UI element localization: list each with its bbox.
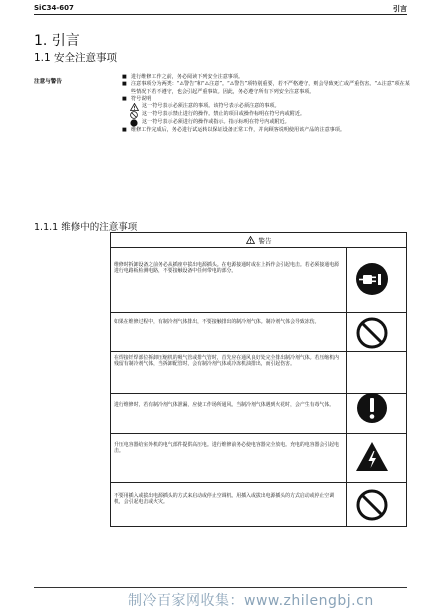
note-line: 这一符号表示必须进行的操作或指示。指示标明在符号内或附近。 xyxy=(126,119,412,127)
header-section: 引言 xyxy=(393,5,407,13)
footer-rule xyxy=(34,587,407,588)
note-line: 这一符号表示必须注意的事项。该符号表示必须注意的事项。 xyxy=(126,103,412,111)
watermark-text: 制冷百家网收集：www.zhilengbj.cn xyxy=(128,593,374,609)
row-text: 升压电容器给室外机的电气部件提供高压电。进行维修前务必使电容器完全放电。充电的电容器会引起电击。 xyxy=(114,442,339,455)
subsection-title: 1.1.1 维修中的注意事项 xyxy=(34,222,138,233)
header-rule xyxy=(34,14,407,15)
warning-triangle-icon xyxy=(126,103,142,111)
prohibited-icon xyxy=(355,488,389,522)
table-row xyxy=(111,248,406,312)
section-title: 1.1 安全注意事项 xyxy=(34,52,118,64)
mandatory-dot-icon xyxy=(126,119,142,127)
side-label: 注意与警告 xyxy=(34,79,62,85)
chapter-title: 1. 引言 xyxy=(34,33,80,49)
warning-table xyxy=(110,232,407,527)
note-line: ■ 进行维修工作之前，务必阅读下列安全注意事项。 xyxy=(122,74,244,80)
prohibited-icon xyxy=(355,316,389,350)
table-row xyxy=(111,393,406,433)
note-line: ■ 维修工作完成后，务必进行试运转以保证设备正常工作，并向顾客说明使用该产品的注意事项。 xyxy=(122,127,345,134)
note-line: ■ 注意事项分为两类：“⚠警告”和“⚠注意”。“⚠警告”项特别重要，若不严格遵守，则会导致死亡或严重伤害。“⚠注意”项在某些情况下若不遵守，也会引起严重事故。因此，务必遵守所有下列安全注意事项。 xyxy=(122,81,410,95)
table-row xyxy=(111,312,406,351)
unplug-icon xyxy=(355,262,389,296)
doc-code: SiC34-607 xyxy=(34,4,74,12)
table-row xyxy=(111,482,406,527)
safety-notes xyxy=(122,74,412,134)
high-voltage-icon xyxy=(355,440,389,474)
note-line: 这一符号表示禁止进行的操作。禁止的项目或操作标明在符号内或附近。 xyxy=(126,111,412,119)
prohibit-icon xyxy=(126,111,142,119)
table-row xyxy=(111,351,406,393)
row-text: 在焊接钎焊部位拆卸压缩机的吸气管或排气管时，首先应在通风良好处完全排出制冷剂气体。若压缩机内残留有制冷剂气体，当拆卸配管时，会有制冷剂气体或冷冻机油排出，而引起伤害。 xyxy=(114,355,339,368)
note-line: ■ 符号说明 xyxy=(122,95,152,102)
row-text: 进行维修时，若有制冷剂气体泄漏，应使工作场所通风。当制冷剂气体遇到火花时，会产生有毒气体。 xyxy=(114,402,335,408)
table-header-label: 警告 xyxy=(258,236,272,245)
row-text: 维修时拆卸设备之前务必从插座中拔出电源插头。在电源接通时或在上拆作会引起电击。若必须接通电源进行电路板检测电路，不要接触设备中任何带电的部分。 xyxy=(114,262,339,275)
table-header xyxy=(111,233,406,248)
warning-triangle-icon xyxy=(246,236,255,244)
table-row xyxy=(111,433,406,482)
row-text: 如果在维修过程中，有制冷剂气体排出，不要接触排出的制冷剂气体。制冷剂气体会导致冻伤。 xyxy=(114,319,320,325)
row-text: 不要用插入或拔出电源插头的方式来启动或停止空调机。用插入或拔出电源插头的方式启动或停止空调机，会引起电击或火灾。 xyxy=(114,493,335,506)
mandatory-icon xyxy=(355,391,389,425)
